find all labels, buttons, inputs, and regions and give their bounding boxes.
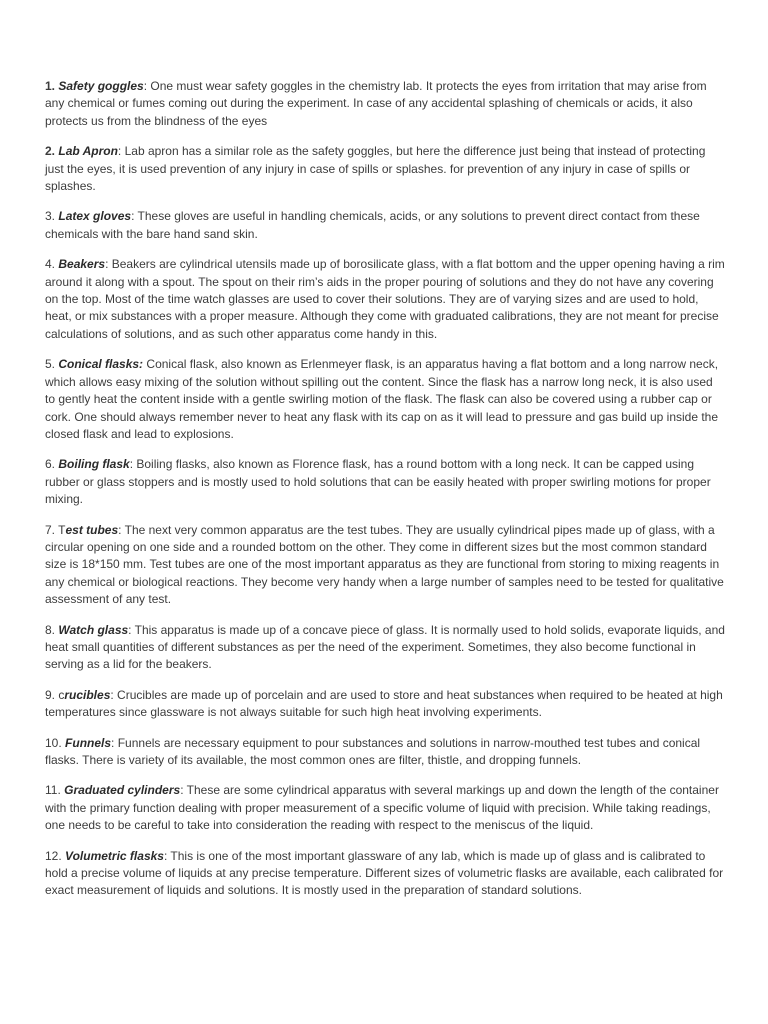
item-text: This apparatus is made up of a concave piece of glass. It is normally used to hold solids, evaporate liquids, and heat small quantities of different substances as per the need of the experiment. Sometimes, they also become functional in serving as a lid for the beakers. (45, 622, 725, 672)
item-separator: : (180, 783, 187, 798)
list-item (45, 782, 725, 834)
list-item (45, 522, 725, 609)
item-number: 9. c (45, 687, 65, 702)
item-term: Beakers (58, 257, 106, 272)
item-term: Lab Apron (58, 144, 118, 159)
item-text: These gloves are useful in handling chemicals, acids, or any solutions to prevent direct contact from these chemicals with the bare hand sand skin. (45, 209, 700, 241)
item-number: 5. (45, 357, 56, 372)
item-number: 6. (45, 457, 56, 472)
item-separator: : (143, 79, 151, 93)
item-number: 11. (45, 783, 61, 798)
list-item (45, 356, 725, 443)
list-item (45, 208, 725, 243)
item-term: Funnels (65, 735, 112, 750)
item-separator: : (118, 522, 125, 537)
item-separator: : (110, 687, 118, 702)
item-term: Volumetric flasks (65, 848, 164, 863)
list-item (45, 78, 725, 130)
item-text: Boiling flasks, also known as Florence flask, has a round bottom with a long neck. It can be capped using rubber or glass stoppers and is mostly used to hold solutions that can be easily heated with proper swirling motions for proper mixing. (45, 457, 711, 507)
item-number: 4. (45, 257, 56, 272)
item-number: 12. (45, 848, 62, 863)
item-number: 7. T (45, 522, 66, 537)
item-separator: : (117, 144, 125, 159)
item-separator: : (163, 848, 171, 863)
list-item (45, 143, 725, 195)
item-text: One must wear safety goggles in the chemistry lab. It protects the eyes from irritation that may arise from any chemical or fumes coming out during the experiment. In case of any accidental splashing of chemicals or acids, it also protects us from the blindness of the eyes (45, 79, 707, 128)
item-text: The next very common apparatus are the test tubes. They are usually cylindrical pipes made up of glass, with a circular opening on one side and a rounded bottom on the other. They come in different sizes but the most common standard size is 18*150 mm. Test tubes are one of the most important apparatus as they are functional from storing to mixing reagents in any chemical or biological reactions. They become very handy when a large number of samples need to be tested for qualitative assessment of any test. (45, 522, 724, 607)
item-separator: : (128, 622, 135, 637)
item-text: This is one of the most important glassware of any lab, which is made up of glass and is calibrated to hold a precise volume of liquids at any precise temperature. Different sizes of volumetric flasks are available, each calibrated for exact measurement of liquids and solutions. It is mostly used in the preparation of standard solutions. (45, 848, 724, 898)
item-separator: : (111, 735, 118, 750)
item-term: Conical flasks: (58, 357, 144, 372)
item-number: 10. (45, 735, 62, 750)
item-number: 2. (45, 144, 56, 159)
item-separator: : (129, 457, 137, 472)
item-term: Boiling flask (58, 457, 130, 472)
item-term: Watch glass (58, 622, 129, 637)
item-term: Safety goggles (58, 79, 144, 93)
item-text: Conical flask, also known as Erlenmeyer flask, is an apparatus having a flat bottom and a long narrow neck, which allows easy mixing of the solution without spilling out the content. Since the flask has a narrow long neck, it is also used to gently heat the content inside with a gentle swirling motion of the flask. The flask can also be covered using a rubber cap or cork. One should always remember never to heat any flask with its cap on as it will lead to pressure and gas build up inside the closed flask and lead to explosions. (45, 357, 719, 441)
list-item (45, 735, 725, 770)
item-separator: : (105, 257, 112, 272)
item-term: rucibles (64, 687, 111, 702)
item-text: Lab apron has a similar role as the safety goggles, but here the difference just being that instead of protecting just the eyes, it is used prevention of any injury in case of spills or splashes. for prevention of any injury in case of spills or splashes. (45, 144, 706, 194)
item-term: Graduated cylinders (64, 783, 181, 798)
list-item (45, 622, 725, 674)
item-term: est tubes (65, 522, 119, 537)
item-text: These are some cylindrical apparatus with several markings up and down the length of the container with the primary function dealing with proper measurement of a specific volume of liquid with precision. While taking readings, one needs to be careful to take into consideration the reading with respect to the meniscus of the liquid. (45, 783, 719, 833)
item-separator: : (131, 209, 138, 224)
item-term: Latex gloves (58, 209, 132, 224)
item-text: Crucibles are made up of porcelain and are used to store and heat substances when required to be heated at high temperatures since glassware is not always suitable for such high heat involving experiments. (45, 687, 723, 720)
list-item (45, 687, 725, 722)
item-text: Funnels are necessary equipment to pour substances and solutions in narrow-mouthed test tubes and conical flasks. There is variety of its available, the most common ones are filter, thistle, and dropping funnels. (45, 735, 701, 767)
list-item (45, 456, 725, 508)
item-text: Beakers are cylindrical utensils made up of borosilicate glass, with a flat bottom and the upper opening having a rim around it along with a spout. The spout on their rim’s aids in the proper pouring of solutions and they do not have any covering on the top. Most of the time watch glasses are used to cover their solutions. They are of varying sizes and are used to hold, heat, or mix substances with a proper measure. Although they come with graduated calibrations, they are not meant for precise calculations of solutions, and as such other apparatus come handy in this. (45, 257, 725, 341)
document-page (45, 78, 725, 913)
list-item (45, 256, 725, 343)
item-number: 3. (45, 209, 56, 224)
item-number: 1. (45, 79, 56, 93)
item-number: 8. (45, 622, 56, 637)
list-item (45, 848, 725, 900)
